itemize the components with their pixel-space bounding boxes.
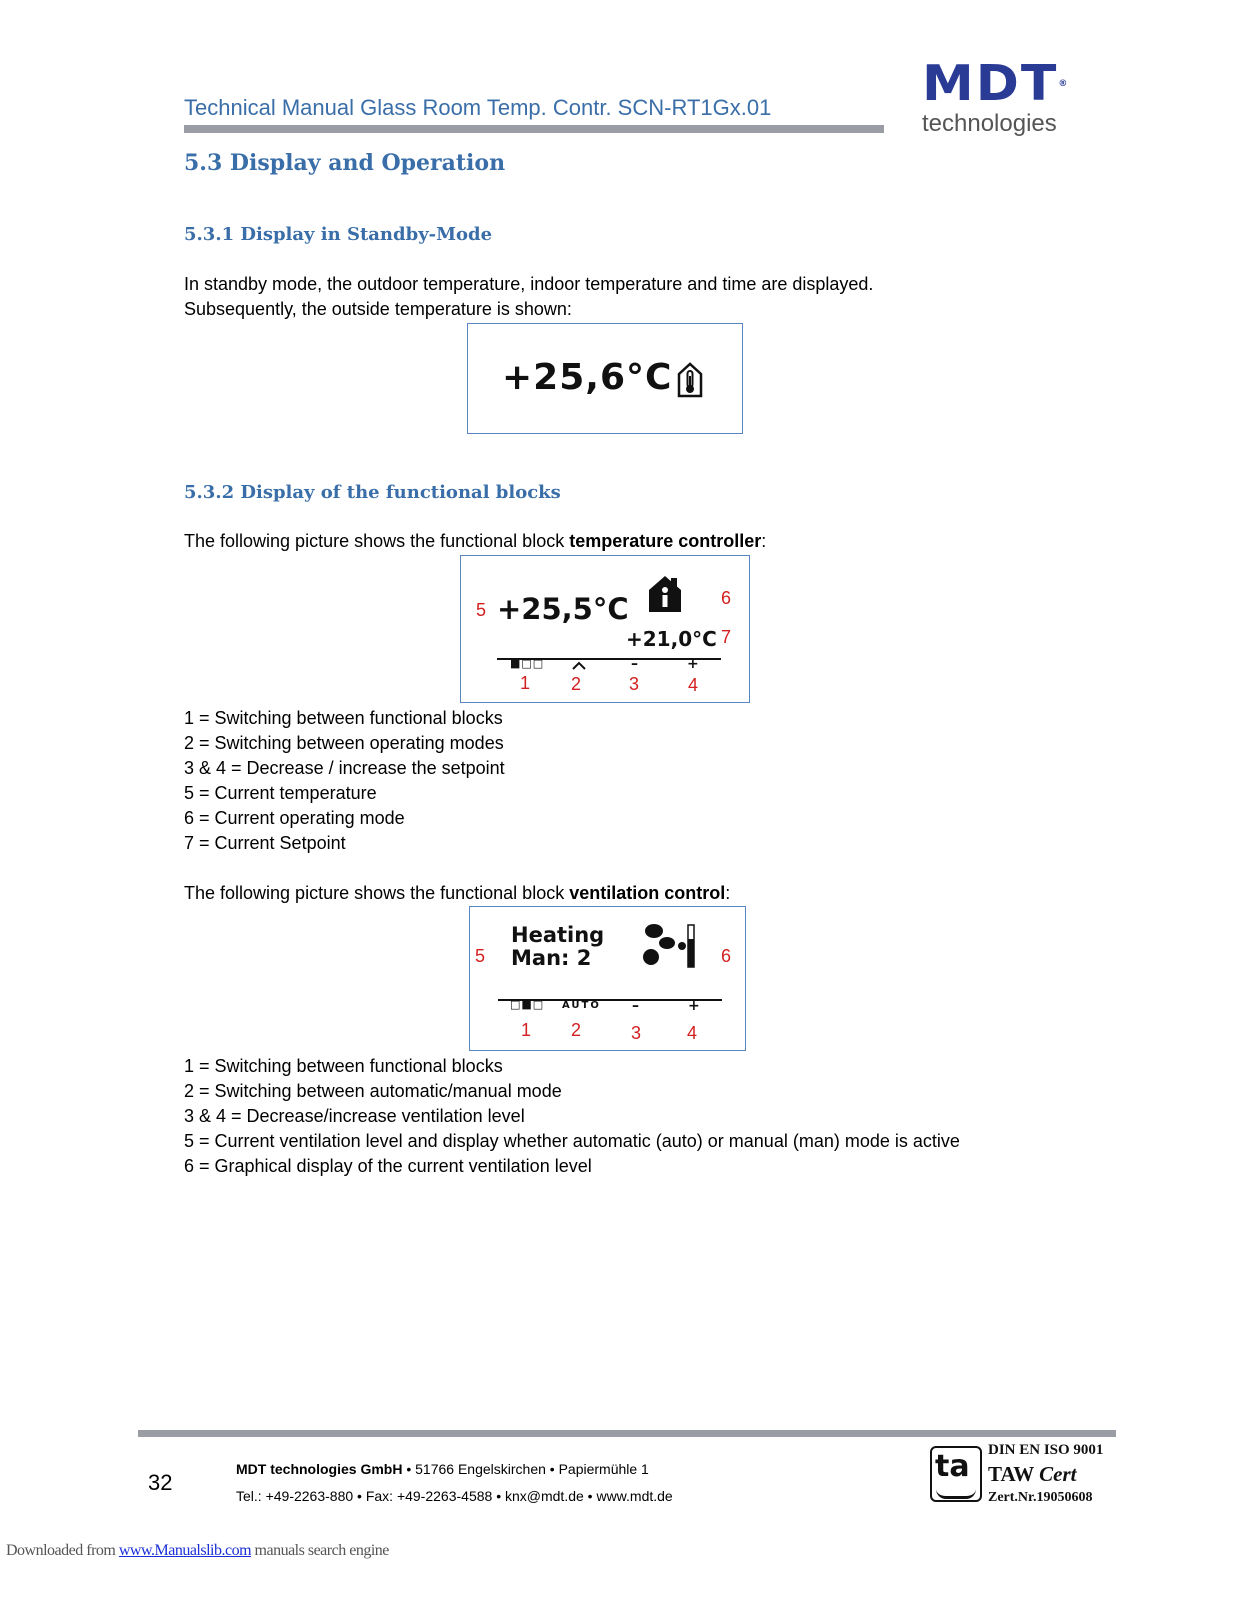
- marker-1: 1: [521, 1020, 532, 1040]
- footer-rule: [138, 1430, 1116, 1437]
- logo-subtitle: technologies: [922, 110, 1057, 137]
- footer-address: MDT technologies GmbH • 51766 Engelskirchen • Papiermühle 1: [236, 1461, 649, 1477]
- cert-taw: TAW Cert: [988, 1462, 1077, 1486]
- temp-intro: The following picture shows the functional block temperature controller:: [184, 531, 767, 551]
- legend-item: 3 & 4 = Decrease / increase the setpoint: [184, 758, 505, 778]
- minus-key: –: [632, 998, 639, 1014]
- blocks-indicator: ■□□: [510, 657, 545, 670]
- plus-key: +: [687, 656, 699, 672]
- legend-item: 7 = Current Setpoint: [184, 833, 346, 853]
- legend-item: 1 = Switching between functional blocks: [184, 708, 503, 728]
- vent-intro: The following picture shows the functional block ventilation control:: [184, 883, 731, 903]
- standby-display: [467, 323, 743, 434]
- blocks-title: 5.3.2 Display of the functional blocks: [184, 482, 561, 503]
- footer-contact: Tel.: +49-2263-880 • Fax: +49-2263-4588 • knx@mdt.de • www.mdt.de: [236, 1488, 673, 1504]
- comfort-mode-house-icon: [647, 574, 683, 614]
- temperature-controller-display: [460, 555, 750, 703]
- mode-chevron-up-icon: [571, 660, 587, 670]
- plus-key: +: [688, 998, 700, 1014]
- marker-6: 6: [721, 588, 732, 608]
- ventilation-control-display: [469, 906, 746, 1051]
- mdt-logo: [922, 55, 1068, 113]
- standby-line-2: Subsequently, the outside temperature is shown:: [184, 299, 572, 319]
- blocks-indicator: □■□: [510, 998, 545, 1011]
- marker-2: 2: [571, 1020, 582, 1040]
- ventilation-mode-line: Heating: [511, 923, 605, 947]
- current-setpoint: +21,0°C: [626, 627, 717, 651]
- standby-title: 5.3.1 Display in Standby-Mode: [184, 224, 493, 245]
- marker-2: 2: [571, 674, 582, 694]
- legend-item: 1 = Switching between functional blocks: [184, 1056, 503, 1076]
- current-temperature: +25,5°C: [497, 592, 629, 626]
- marker-4: 4: [687, 1023, 698, 1043]
- marker-3: 3: [631, 1023, 642, 1043]
- page-number: 32: [148, 1470, 173, 1495]
- fan-level-icon: [642, 921, 702, 969]
- ventilation-level-line: Man: 2: [511, 946, 592, 970]
- legend-item: 2 = Switching between operating modes: [184, 733, 504, 753]
- cert-iso: DIN EN ISO 9001: [988, 1442, 1104, 1458]
- legend-item: 5 = Current temperature: [184, 783, 377, 803]
- minus-key: –: [631, 656, 638, 672]
- marker-6: 6: [721, 946, 732, 966]
- footer-company: MDT technologies GmbH: [236, 1461, 403, 1477]
- temperature-legend: [184, 706, 505, 856]
- manualslib-link[interactable]: www.Manualslib.com: [118, 1542, 252, 1559]
- auto-key: AUTO: [562, 1000, 601, 1011]
- logo-reg: ®: [1058, 79, 1068, 89]
- header-rule: [184, 125, 884, 133]
- marker-5: 5: [476, 600, 487, 620]
- marker-5: 5: [475, 946, 486, 966]
- legend-item: 2 = Switching between automatic/manual mode: [184, 1081, 562, 1101]
- legend-item: 3 & 4 = Decrease/increase ventilation level: [184, 1106, 525, 1126]
- download-watermark: Downloaded from www.Manualslib.com manuals search engine: [6, 1542, 389, 1559]
- standby-line-1: In standby mode, the outdoor temperature, indoor temperature and time are displayed.: [184, 274, 874, 294]
- outdoor-thermometer-icon: [676, 362, 704, 398]
- legend-item: 6 = Current operating mode: [184, 808, 405, 828]
- header-title: Technical Manual Glass Room Temp. Contr. SCN-RT1Gx.01: [184, 95, 772, 120]
- marker-4: 4: [688, 675, 699, 695]
- legend-item: 5 = Current ventilation level and display whether automatic (auto) or manual (man) mode is active: [184, 1131, 960, 1151]
- standby-temperature: +25,6°C: [502, 357, 673, 398]
- cert-number: Zert.Nr.19050608: [988, 1490, 1093, 1505]
- taw-cert-logo: ta: [930, 1446, 982, 1502]
- section-title: 5.3 Display and Operation: [184, 150, 506, 176]
- legend-item: 6 = Graphical display of the current ventilation level: [184, 1156, 592, 1176]
- logo-main: MDT: [922, 55, 1059, 113]
- marker-3: 3: [629, 674, 640, 694]
- marker-7: 7: [721, 627, 732, 647]
- marker-1: 1: [520, 673, 531, 693]
- ventilation-legend: [184, 1054, 960, 1179]
